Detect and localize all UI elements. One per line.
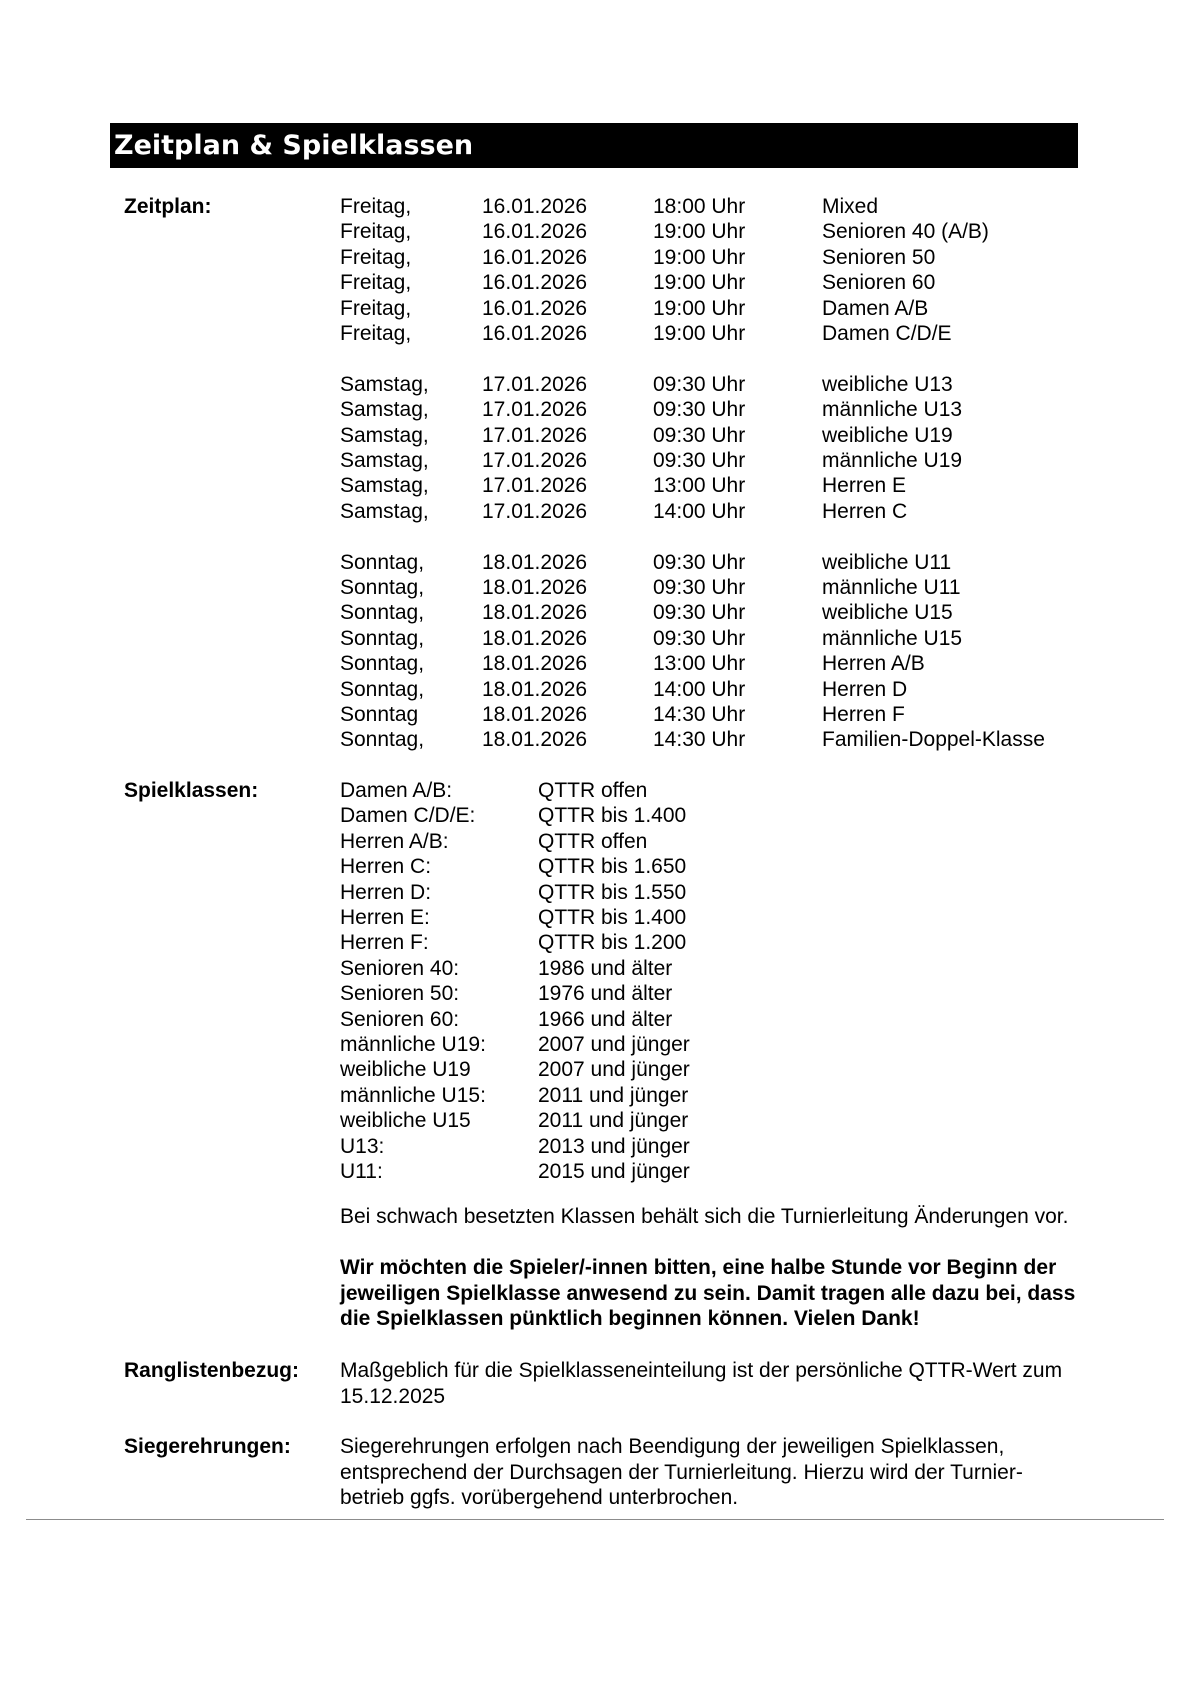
schedule-day: Freitag, <box>340 271 412 295</box>
schedule-class: Herren C <box>822 499 908 523</box>
spielklasse-name: Senioren 40: <box>340 956 460 980</box>
spielklasse-criterion: QTTR offen <box>538 829 648 853</box>
schedule-day: Sonntag <box>340 703 419 726</box>
schedule-date: 16.01.2026 <box>482 271 588 295</box>
schedule-time: 13:00 Uhr <box>653 652 746 676</box>
schedule-date: 17.01.2026 <box>482 372 588 396</box>
schedule-day: Sonntag, <box>340 728 425 752</box>
schedule-date: 18.01.2026 <box>482 576 588 599</box>
spielklasse-name: Damen A/B: <box>340 779 453 802</box>
spielklasse-criterion: QTTR bis 1.650 <box>538 855 687 879</box>
schedule-time: 19:00 Uhr <box>653 245 746 269</box>
schedule-class: Herren E <box>822 474 907 498</box>
spielklasse-criterion: 2013 und jünger <box>538 1134 690 1158</box>
schedule-time: 14:00 Uhr <box>653 677 746 701</box>
schedule-time: 19:00 Uhr <box>653 322 746 345</box>
spielklasse-name: männliche U19: <box>340 1033 486 1056</box>
schedule-day: Sonntag, <box>340 626 425 650</box>
spielklasse-criterion: 2011 und jünger <box>538 1083 689 1107</box>
spielklasse-name: Senioren 50: <box>340 982 460 1006</box>
schedule-time: 19:00 Uhr <box>653 271 746 295</box>
siegerehrungen-label: Siegerehrungen: <box>124 1435 291 1458</box>
siegerehrungen-text: Siegerehrungen erfolgen nach Beendigung der jeweiligen Spielklassen, entsprechend der Durchsagen der Turnierleitung. Hierzu wird der Turnier-betrieb ggfs. vorübergehend unterbrochen. <box>340 1435 1023 1509</box>
schedule-day: Samstag, <box>340 398 429 422</box>
ranglistenbezug-text: Maßgeblich für die Spielklasseneinteilung ist der persönliche QTTR-Wert zum 15.12.2025 <box>340 1359 1063 1408</box>
schedule-day: Freitag, <box>340 296 412 320</box>
schedule-time: 14:00 Uhr <box>653 499 746 523</box>
spielklasse-name: männliche U15: <box>340 1083 486 1107</box>
schedule-date: 17.01.2026 <box>482 398 588 422</box>
schedule-class: Mixed <box>822 195 879 218</box>
schedule-class: Herren F <box>822 703 905 726</box>
schedule-date: 18.01.2026 <box>482 728 588 752</box>
schedule-class: Senioren 50 <box>822 245 936 269</box>
schedule-class: männliche U19 <box>822 449 963 472</box>
schedule-date: 17.01.2026 <box>482 499 588 523</box>
schedule-date: 18.01.2026 <box>482 601 588 625</box>
spielklasse-criterion: QTTR offen <box>538 779 648 802</box>
schedule-class: Familien-Doppel-Klasse <box>822 728 1045 752</box>
spielklasse-name: weibliche U15 <box>340 1109 471 1133</box>
bottom-divider <box>26 1519 1164 1520</box>
schedule-time: 18:00 Uhr <box>653 195 746 218</box>
schedule-day: Freitag, <box>340 322 412 345</box>
schedule-class: weibliche U13 <box>822 372 953 396</box>
spielklasse-criterion: 1986 und älter <box>538 956 673 980</box>
schedule-time: 09:30 Uhr <box>653 372 746 396</box>
spielklasse-name: U11: <box>340 1160 383 1183</box>
schedule-day: Samstag, <box>340 423 429 447</box>
schedule-class: weibliche U15 <box>822 601 953 625</box>
spielklasse-name: Herren C: <box>340 855 432 879</box>
schedule-date: 18.01.2026 <box>482 550 588 574</box>
schedule-day: Sonntag, <box>340 677 425 701</box>
schedule-day: Freitag, <box>340 220 412 244</box>
spielklasse-criterion: 2007 und jünger <box>538 1058 690 1082</box>
spielklassen-label: Spielklassen: <box>124 779 259 802</box>
schedule-class: männliche U11 <box>822 576 961 599</box>
schedule-class: weibliche U11 <box>822 550 952 574</box>
schedule-day: Sonntag, <box>340 550 425 574</box>
spielklasse-name: Herren D: <box>340 880 432 904</box>
schedule-day: Sonntag, <box>340 576 425 599</box>
page-title: Zeitplan & Spielklassen <box>110 123 1078 168</box>
schedule-time: 09:30 Uhr <box>653 550 746 574</box>
spielklasse-name: Herren A/B: <box>340 829 449 853</box>
schedule-time: 09:30 Uhr <box>653 423 746 447</box>
spielklasse-name: Damen C/D/E: <box>340 804 476 828</box>
spielklasse-criterion: 2007 und jünger <box>538 1033 690 1056</box>
schedule-date: 16.01.2026 <box>482 245 588 269</box>
schedule-date: 16.01.2026 <box>482 322 588 345</box>
spielklasse-criterion: QTTR bis 1.400 <box>538 804 687 828</box>
spielklasse-criterion: QTTR bis 1.550 <box>538 880 687 904</box>
spielklasse-criterion: 1976 und älter <box>538 982 673 1006</box>
schedule-day: Sonntag, <box>340 601 425 625</box>
spielklassen-appeal: Wir möchten die Spieler/-innen bitten, eine halbe Stunde vor Beginn der jeweiligen Spielklasse anwesend zu sein. Damit tragen alle dazu bei, dass die Spielklassen pünktlich beginnen können. Vielen Dank! <box>340 1256 1076 1330</box>
schedule-class: Herren D <box>822 677 908 701</box>
spielklasse-name: Herren F: <box>340 931 429 955</box>
schedule-date: 16.01.2026 <box>482 296 588 320</box>
spielklassen-note: Bei schwach besetzten Klassen behält sich die Turnierleitung Änderungen vor. <box>340 1205 1069 1228</box>
schedule-date: 17.01.2026 <box>482 423 588 447</box>
schedule-class: Senioren 60 <box>822 271 936 295</box>
schedule-class: Senioren 40 (A/B) <box>822 220 989 244</box>
schedule-date: 17.01.2026 <box>482 449 588 472</box>
schedule-time: 14:30 Uhr <box>653 728 746 752</box>
schedule-date: 17.01.2026 <box>482 474 588 498</box>
schedule-class: Herren A/B <box>822 652 925 676</box>
spielklasse-criterion: 1966 und älter <box>538 1007 673 1031</box>
ranglistenbezug-label: Ranglistenbezug: <box>124 1359 300 1382</box>
schedule-class: Damen A/B <box>822 296 929 320</box>
schedule-date: 16.01.2026 <box>482 195 588 218</box>
schedule-day: Sonntag, <box>340 652 425 676</box>
schedule-class: Damen C/D/E <box>822 322 952 345</box>
schedule-time: 09:30 Uhr <box>653 449 746 472</box>
schedule-time: 14:30 Uhr <box>653 703 746 726</box>
spielklasse-name: U13: <box>340 1134 385 1158</box>
schedule-date: 16.01.2026 <box>482 220 588 244</box>
spielklasse-name: Senioren 60: <box>340 1007 460 1031</box>
spielklasse-name: weibliche U19 <box>340 1058 471 1082</box>
schedule-time: 09:30 Uhr <box>653 626 746 650</box>
schedule-date: 18.01.2026 <box>482 626 588 650</box>
zeitplan-label: Zeitplan: <box>124 195 212 218</box>
spielklasse-criterion: QTTR bis 1.400 <box>538 906 687 929</box>
schedule-class: männliche U15 <box>822 626 963 650</box>
spielklasse-name: Herren E: <box>340 906 430 929</box>
schedule-day: Samstag, <box>340 499 429 523</box>
schedule-class: männliche U13 <box>822 398 963 422</box>
spielklasse-criterion: QTTR bis 1.200 <box>538 931 687 955</box>
schedule-time: 19:00 Uhr <box>653 220 746 244</box>
schedule-date: 18.01.2026 <box>482 652 588 676</box>
schedule-day: Samstag, <box>340 449 429 472</box>
spielklasse-criterion: 2015 und jünger <box>538 1160 690 1183</box>
schedule-time: 13:00 Uhr <box>653 474 746 498</box>
schedule-class: weibliche U19 <box>822 423 953 447</box>
schedule-day: Samstag, <box>340 372 429 396</box>
spielklasse-criterion: 2011 und jünger <box>538 1109 689 1133</box>
schedule-time: 09:30 Uhr <box>653 601 746 625</box>
schedule-date: 18.01.2026 <box>482 677 588 701</box>
schedule-time: 09:30 Uhr <box>653 398 746 422</box>
schedule-day: Samstag, <box>340 474 429 498</box>
schedule-day: Freitag, <box>340 195 412 218</box>
schedule-date: 18.01.2026 <box>482 703 588 726</box>
schedule-time: 19:00 Uhr <box>653 296 746 320</box>
schedule-day: Freitag, <box>340 245 412 269</box>
schedule-time: 09:30 Uhr <box>653 576 746 599</box>
